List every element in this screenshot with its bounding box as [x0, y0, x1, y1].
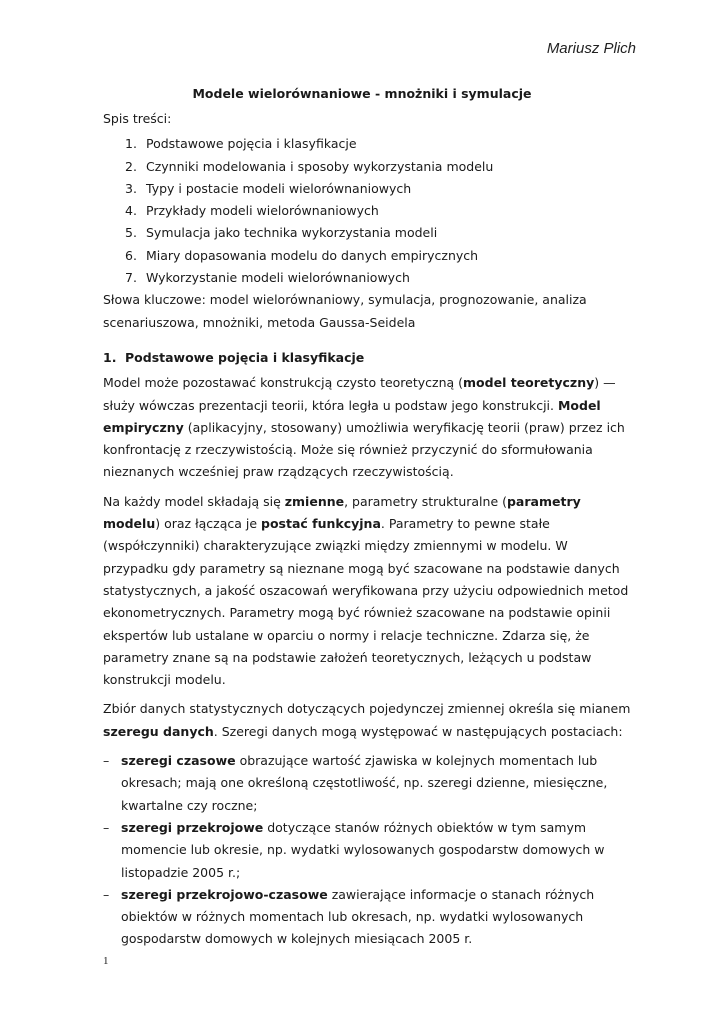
section-number: 1.: [103, 349, 117, 365]
dash-bullet: –: [103, 886, 110, 902]
bold-term: postać funkcyjna: [261, 516, 381, 532]
list-item: [103, 750, 637, 817]
bold-term: szeregi przekrojowo-czasowe: [121, 886, 328, 902]
dash-bullet: –: [103, 753, 110, 769]
list-item: [103, 884, 637, 951]
toc-item: [125, 267, 637, 289]
toc-item-label: Przykłady modeli wielorównaniowych: [146, 203, 379, 219]
toc-item-number: 7.: [125, 270, 137, 286]
toc-item-label: Czynniki modelowania i sposoby wykorzystania modelu: [146, 158, 494, 174]
bold-term: Model empiryczny: [103, 397, 601, 435]
text-run: obrazujące wartość zjawiska w kolejnych momentach lub okresach; mają one określoną częstotliwość, np. szeregi dzienne, miesięczne, kwartalne czy roczne;: [121, 753, 608, 813]
bullet-list: [103, 750, 637, 951]
paragraph: [103, 491, 637, 692]
toc-item-number: 5.: [125, 225, 137, 241]
section-title: Podstawowe pojęcia i klasyfikacje: [125, 349, 365, 365]
page-number: 1: [103, 955, 109, 967]
toc-item: [125, 156, 637, 178]
toc-item-label: Typy i postacie modeli wielorównaniowych: [146, 180, 412, 196]
paragraph: [103, 372, 637, 483]
toc-item-number: 2.: [125, 158, 137, 174]
table-of-contents: [103, 133, 637, 289]
text-run: Na każdy model składają się: [103, 493, 285, 509]
toc-item: [125, 178, 637, 200]
text-run: . Parametry to pewne stałe (współczynniki) charakteryzujące związki między zmiennymi w modelu. W przypadku gdy parametry są nieznane mogą być szacowane na podstawie danych statystycznych, a jakość oszacowań weryfikowana przy użyciu odpowiednich metod ekonometrycznych. Parametry mogą być również szacowane na podstawie opinii ekspertów lub ustalane w oparciu o normy i relacje techniczne. Zdarza się, że parametry znane są na podstawie założeń teoretycznych, leżących u podstaw konstrukcji modelu.: [103, 516, 629, 688]
paragraph: [103, 698, 637, 743]
text-run: zawierające informacje o stanach różnych obiektów w różnych momentach lub okresach, np. wydatki wylosowanych gospodarstw domowych w kolejnych miesiącach 2005 r.: [121, 886, 595, 947]
text-run: . Szeregi danych mogą występować w następujących postaciach:: [213, 723, 623, 739]
toc-item-label: Podstawowe pojęcia i klasyfikacje: [146, 136, 357, 152]
toc-item-label: Wykorzystanie modeli wielorównaniowych: [146, 270, 410, 286]
text-run: dotyczące stanów różnych obiektów w tym samym momencie lub okresie, np. wydatki wylosowanych gospodarstw domowych w listopadzie 2005 r.;: [121, 819, 605, 880]
bold-term: szeregi czasowe: [121, 753, 236, 769]
text-run: Model może pozostawać konstrukcją czysto teoretyczną (: [103, 375, 464, 391]
toc-item-number: 3.: [125, 180, 137, 196]
bold-term: parametry modelu: [103, 493, 581, 532]
toc-item-number: 6.: [125, 247, 137, 263]
bold-term: szeregu danych: [103, 723, 214, 739]
text-run: , parametry strukturalne (: [344, 493, 507, 509]
toc-item: [125, 245, 637, 267]
toc-item-label: Symulacja jako technika wykorzystania modeli: [146, 225, 438, 241]
bold-term: szeregi przekrojowe: [121, 819, 264, 835]
keywords: Słowa kluczowe: model wielorównaniowy, symulacja, prognozowanie, analiza scenariuszowa, mnożniki, metoda Gaussa-Seidela: [103, 292, 587, 330]
toc-item: [125, 222, 637, 244]
text-run: ) — służy wówczas prezentacji teorii, która legła u podstaw jego konstrukcji.: [103, 375, 616, 413]
toc-item-label: Miary dopasowania modelu do danych empirycznych: [146, 247, 479, 263]
text-run: ) oraz łącząca je: [155, 516, 262, 532]
toc-item: [125, 133, 637, 155]
toc-item: [125, 200, 637, 222]
document-body: [103, 108, 637, 951]
toc-item-number: 1.: [125, 136, 137, 152]
toc-heading: Spis treści:: [103, 111, 172, 126]
section-heading: [103, 347, 637, 369]
dash-bullet: –: [103, 819, 110, 835]
toc-item-number: 4.: [125, 203, 137, 219]
author-name: Mariusz Plich: [546, 40, 636, 57]
bold-term: model teoretyczny: [463, 375, 595, 391]
bold-term: zmienne: [284, 493, 345, 509]
document-title: Modele wielorównaniowe - mnożniki i symulacje: [192, 86, 532, 101]
list-item: [103, 817, 637, 884]
text-run: Zbiór danych statystycznych dotyczących pojedynczej zmiennej określa się mianem: [103, 701, 631, 717]
text-run: (aplikacyjny, stosowany) umożliwia weryfikację teorii (praw) przez ich konfrontację z rzeczywistością. Może się również przyczynić do sformułowania nieznanych wcześniej praw rządzących rzeczywistością.: [103, 419, 625, 480]
